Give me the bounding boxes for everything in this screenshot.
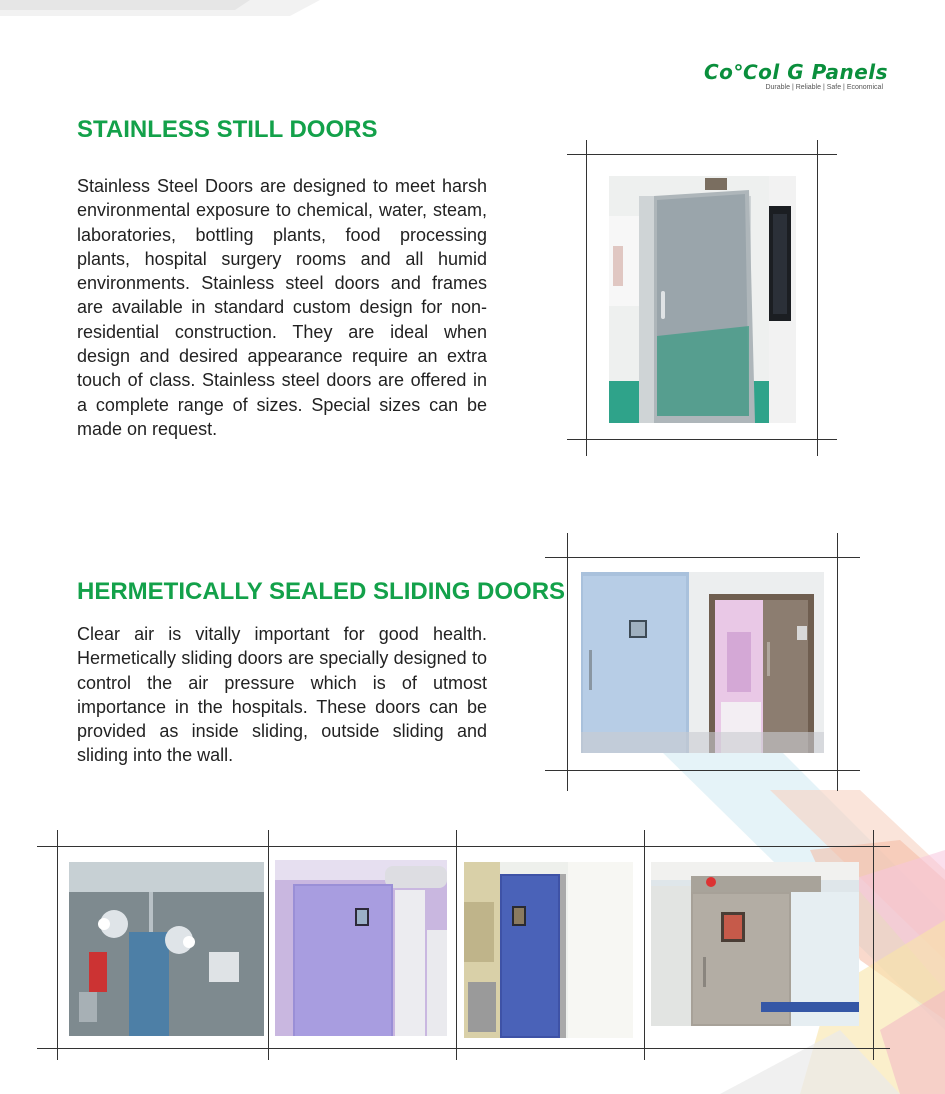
frame-line [837, 533, 838, 791]
gallery-photo-operating-theatre [69, 862, 264, 1036]
frame-line [545, 557, 860, 558]
frame-line [567, 439, 837, 440]
section-heading-stainless-doors: STAINLESS STILL DOORS [77, 116, 378, 143]
section-body-stainless-doors: Stainless Steel Doors are designed to meet harsh environmental exposure to chemical, water, steam, laboratories, bottling plants, food processing plants, hospital surgery rooms and all humid environments. Stainless steel doors and frames are available in standard custom design for non- residential construction. They are ideal when design and desired appearance require an extra touch of class. Stainless steel doors are offered in a complete range of sizes. Special sizes can be made on request. [77, 176, 487, 439]
section-heading-sliding-doors: HERMETICALLY SEALED SLIDING DOORS [77, 578, 566, 605]
gallery-photo-purple-sliding-door [275, 860, 447, 1036]
brand-logo [700, 58, 889, 98]
frame-line [57, 830, 58, 1060]
corner-swoosh-decoration [0, 0, 320, 16]
frame-line [567, 154, 837, 155]
sliding-doors-photo [581, 572, 824, 753]
logo-wordmark: Co℃ol G Panels [704, 60, 889, 84]
logo-tagline: Durable | Reliable | Safe | Economical [765, 84, 883, 91]
stainless-steel-door-photo [609, 176, 796, 423]
frame-line [37, 846, 890, 847]
frame-line [586, 140, 587, 456]
frame-line [817, 140, 818, 456]
section-body-sliding-doors: Clear air is vitally important for good health. Hermetically sliding doors are specially designed to control the air pressure which is of utmost importance in the hospitals. These doors can be provided as inside sliding, outside sliding and sliding into the wall. [77, 624, 487, 766]
gallery-photo-blue-sliding-door [464, 862, 633, 1038]
frame-line [37, 1048, 890, 1049]
frame-line [545, 770, 860, 771]
gallery-photo-grey-sliding-door [651, 862, 859, 1026]
frame-line [268, 830, 269, 1060]
frame-line [644, 830, 645, 1060]
frame-line [567, 533, 568, 791]
frame-line [456, 830, 457, 1060]
frame-line [873, 830, 874, 1060]
